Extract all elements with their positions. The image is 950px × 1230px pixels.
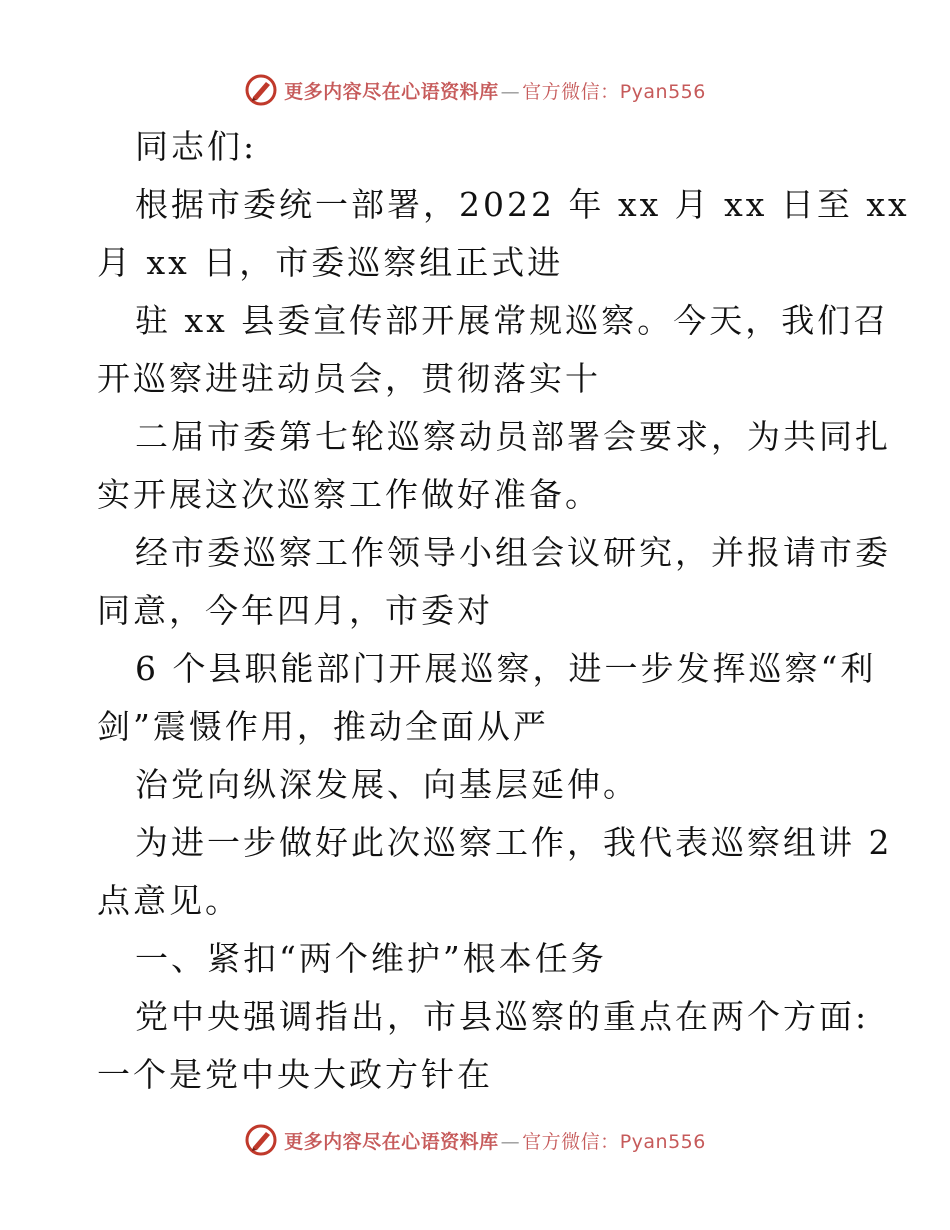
watermark-dash: — bbox=[500, 80, 521, 103]
watermark-official-label: 官方微信： bbox=[522, 80, 620, 103]
salutation-line: 同志们: bbox=[135, 127, 258, 166]
paragraph-line: 6 个县职能部门开展巡察，进一步发挥巡察“利 bbox=[135, 649, 877, 688]
pen-logo-icon bbox=[244, 73, 278, 107]
watermark-handle: Pyan556 bbox=[619, 1130, 706, 1153]
paragraph-line: 月 xx 日，市委巡察组正式进 bbox=[97, 243, 564, 282]
watermark-brand: 更多内容尽在心语资料库 bbox=[284, 1130, 499, 1153]
paragraph-line: 为进一步做好此次巡察工作，我代表巡察组讲 2 bbox=[135, 823, 893, 862]
section-heading: 一、紧扣“两个维护”根本任务 bbox=[135, 939, 607, 978]
document-body bbox=[97, 118, 910, 1104]
paragraph-line: 同意，今年四月，市委对 bbox=[97, 591, 493, 630]
paragraph-line: 一个是党中央大政方针在 bbox=[97, 1055, 493, 1094]
watermark-dash: — bbox=[500, 1130, 521, 1153]
paragraph-line: 实开展这次巡察工作做好准备。 bbox=[97, 475, 601, 514]
paragraph-line: 驻 xx 县委宣传部开展常规巡察。今天，我们召 bbox=[135, 301, 890, 340]
watermark-official-label: 官方微信： bbox=[522, 1130, 620, 1153]
watermark-content bbox=[244, 1123, 706, 1157]
paragraph-line: 治党向纵深发展、向基层延伸。 bbox=[135, 765, 639, 804]
watermark-text bbox=[284, 1127, 706, 1154]
watermark-banner-bottom bbox=[0, 1120, 950, 1160]
paragraph-line: 点意见。 bbox=[97, 881, 241, 920]
watermark-brand: 更多内容尽在心语资料库 bbox=[284, 80, 499, 103]
paragraph-line: 开巡察进驻动员会，贯彻落实十 bbox=[97, 359, 601, 398]
watermark-handle: Pyan556 bbox=[619, 80, 706, 103]
paragraph-line: 二届市委第七轮巡察动员部署会要求，为共同扎 bbox=[135, 417, 891, 456]
paragraph-line: 根据市委统一部署，2022 年 xx 月 xx 日至 xx bbox=[135, 185, 910, 224]
pen-logo-icon bbox=[244, 1123, 278, 1157]
paragraph-line: 剑”震慑作用，推动全面从严 bbox=[97, 707, 549, 746]
paragraph-line: 经市委巡察工作领导小组会议研究，并报请市委 bbox=[135, 533, 891, 572]
watermark-banner-top bbox=[0, 70, 950, 110]
watermark-text bbox=[284, 77, 706, 104]
watermark-content bbox=[244, 73, 706, 107]
paragraph-line: 党中央强调指出，市县巡察的重点在两个方面: bbox=[135, 997, 870, 1036]
